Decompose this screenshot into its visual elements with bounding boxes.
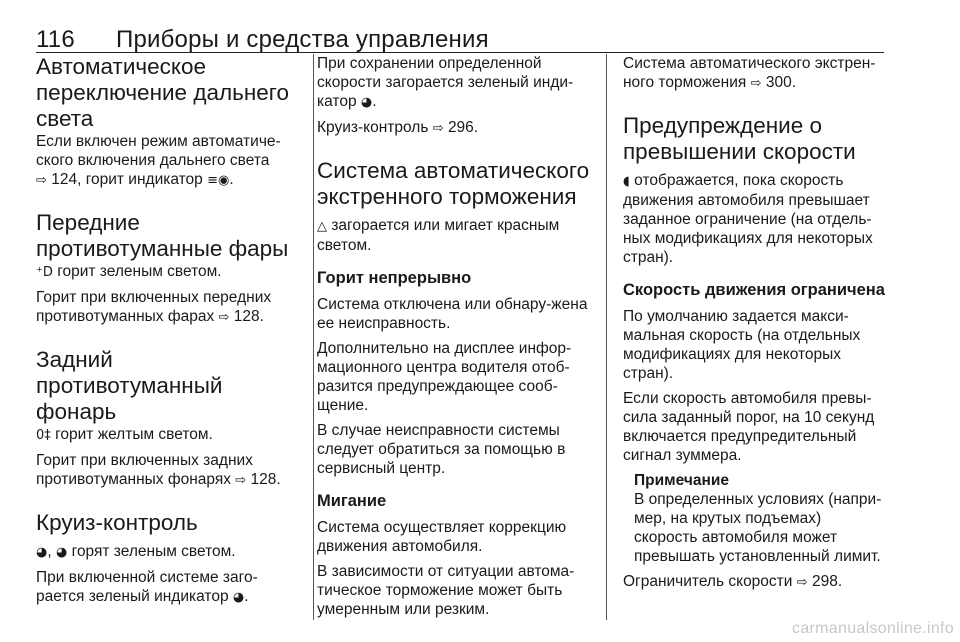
reference-arrow-icon: ⇨ xyxy=(218,310,230,325)
section-title-front-fog: Передние противотуманные фары xyxy=(36,210,289,261)
emergency-brake-ref: Система автоматического экстрен-ного торможения ⇨ 300. xyxy=(623,55,876,91)
rear-fog-line1: 0‡ горит желтым светом. xyxy=(36,426,213,443)
front-fog-line2: Горит при включенных передних противотуманных фарах ⇨ 128. xyxy=(36,289,272,325)
column-3 xyxy=(606,54,888,620)
page-number: 116 xyxy=(36,26,75,53)
cruise-ref: Круиз-контроль ⇨ 296. xyxy=(317,119,479,136)
note-title: Примечание xyxy=(634,472,729,489)
paragraph: Система отключена или обнару-жена ее неисправность. xyxy=(317,296,588,332)
note-box xyxy=(623,471,888,566)
subheading-speed-limited: Скорость движения ограничена xyxy=(623,281,885,299)
reference-arrow-icon: ⇨ xyxy=(750,76,762,91)
cruise-line2: При включенной системе заго-рается зеленый индикатор ◕. xyxy=(36,569,258,605)
reference-arrow-icon: ⇨ xyxy=(432,121,444,136)
column-1 xyxy=(36,54,304,620)
front-fog-line1: ⁺D горит зеленым светом. xyxy=(36,263,222,280)
paragraph: Если скорость автомобиля превы-сила заданный порог, на 10 секунд включается предупредительный сигнал зуммера. xyxy=(623,390,875,464)
section-title-emergency-brake: Система автоматического экстренного торможения xyxy=(317,158,590,209)
cruise-line1: ◕, ◕ горят зеленым светом. xyxy=(36,543,236,560)
rear-fog-line2: Горит при включенных задних противотуманных фонарях ⇨ 128. xyxy=(36,452,281,488)
front-fog-light-icon: ⁺D xyxy=(36,265,53,280)
column-2 xyxy=(313,54,599,620)
subheading-blinking: Мигание xyxy=(317,492,387,510)
cruise-control-icon: ◕ xyxy=(36,545,48,560)
cruise-control-icon: ◕ xyxy=(55,545,68,560)
emergency-braking-icon: △ xyxy=(317,219,327,234)
paragraph: Дополнительно на дисплее инфор-мационного центра водителя отоб-разится предупреждающее сооб-щение. xyxy=(317,340,572,414)
note-text: В определенных условиях (напри-мер, на крутых подъемах) скорость автомобиля может превышать установленный лимит. xyxy=(634,491,882,565)
subheading-continuous: Горит непрерывно xyxy=(317,269,472,287)
reference-arrow-icon: ⇨ xyxy=(235,473,247,488)
emergency-brake-line1: △ загорается или мигает красным светом. xyxy=(317,217,560,254)
header-rule xyxy=(36,52,884,53)
reference-arrow-icon: ⇨ xyxy=(36,173,47,188)
reference-arrow-icon: ⇨ xyxy=(796,575,808,590)
paragraph: По умолчанию задается макси-мальная скорость (на отдельных модификациях для некоторых стран). xyxy=(623,308,861,382)
paragraph: В зависимости от ситуации автома-тическое торможение может быть умеренным или резким. xyxy=(317,563,575,618)
speed-warning-icon: ◖ xyxy=(623,174,630,189)
page-title: Приборы и средства управления xyxy=(116,26,489,53)
cruise-control-icon: ◕ xyxy=(232,590,245,605)
cruise-cont-text: При сохранении определенной скорости загорается зеленый инди-катор ◕. xyxy=(317,55,574,110)
section-title-cruise: Круиз-контроль xyxy=(36,510,198,535)
cruise-control-icon: ◕ xyxy=(360,95,373,110)
auto-high-beam-text: Если включен режим автоматиче-ского включения дальнего света ⇨ 124, горит индикатор ≡◉. xyxy=(36,133,281,188)
watermark: carmanualsonline.info xyxy=(792,620,954,637)
section-title-speed-warning: Предупреждение о превышении скорости xyxy=(623,113,856,164)
paragraph: Система осуществляет коррекцию движения автомобиля. xyxy=(317,519,567,555)
speed-limiter-ref: Ограничитель скорости ⇨ 298. xyxy=(623,573,843,590)
section-title-rear-fog: Задний противотуманный фонарь xyxy=(36,347,223,424)
auto-high-beam-icon: ≡◉ xyxy=(207,173,230,188)
speed-warning-text: ◖ отображается, пока скорость движения автомобиля превышает заданное ограничение (на отдель-ных модификациях для некоторых стран). xyxy=(623,172,873,266)
paragraph: В случае неисправности системы следует обратиться за помощью в сервисный центр. xyxy=(317,422,566,477)
rear-fog-light-icon: 0‡ xyxy=(36,428,51,443)
section-title-auto-high-beam: Автоматическое переключение дальнего света xyxy=(36,54,289,131)
